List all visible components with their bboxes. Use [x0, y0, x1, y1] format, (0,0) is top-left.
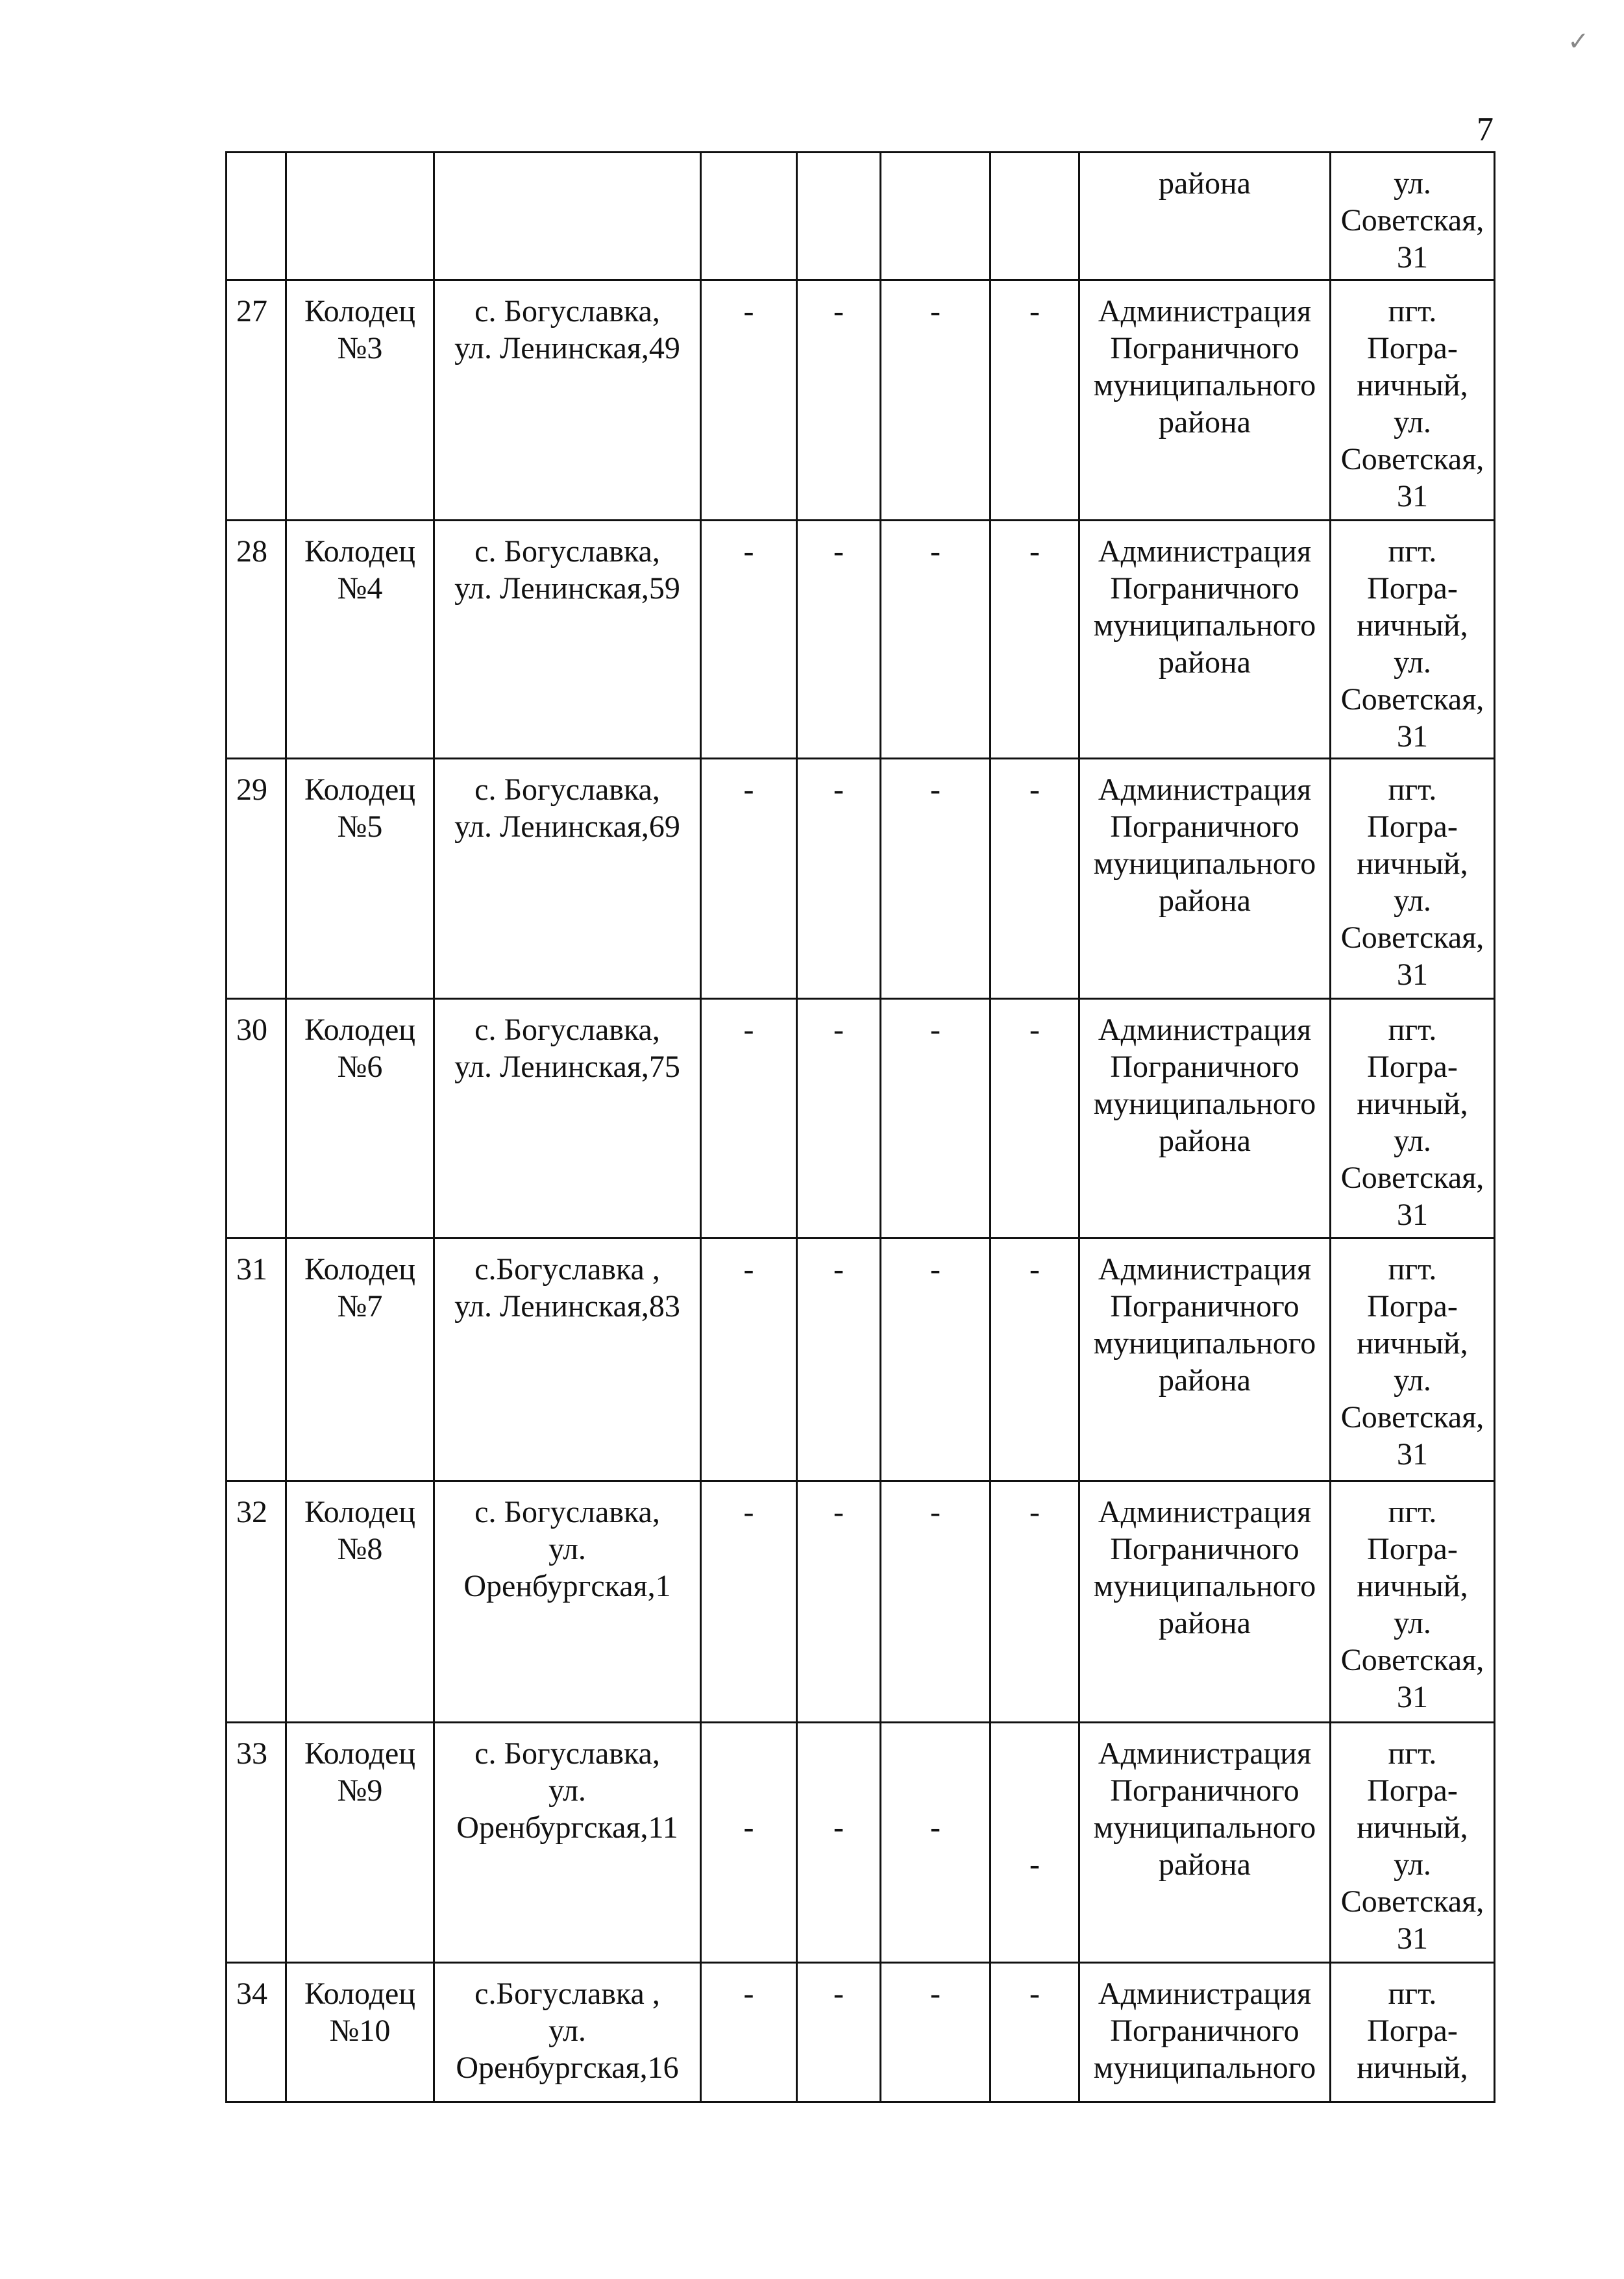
row-number: 33: [227, 1723, 286, 1963]
table-row: [227, 1481, 1495, 1723]
table-row: [227, 1723, 1495, 1963]
well-address: с. Богуславка, ул. Ленинская,75: [434, 999, 701, 1238]
well-address: с.Богуславка , ул. Ленинская,83: [434, 1238, 701, 1481]
empty-value-dash: -: [990, 521, 1079, 759]
table-row: [227, 153, 1495, 280]
well-name: [286, 153, 434, 280]
owner-address: пгт. Погра- ничный,: [1331, 1963, 1495, 2102]
empty-value-dash: -: [701, 1963, 797, 2102]
empty-value-dash: -: [701, 759, 797, 999]
empty-value-dash: -: [797, 280, 881, 521]
well-name: Колодец №7: [286, 1238, 434, 1481]
row-number: 28: [227, 521, 286, 759]
well-name: Колодец №3: [286, 280, 434, 521]
owner-name: Администрация Пограничного муниципального: [1079, 1963, 1331, 2102]
owner-address: пгт. Погра- ничный, ул. Советская, 31: [1331, 759, 1495, 999]
well-name: Колодец №5: [286, 759, 434, 999]
owner-name: Администрация Пограничного муниципального района: [1079, 1481, 1331, 1723]
empty-value-dash: -: [881, 1238, 990, 1481]
pen-mark: ✓: [1568, 27, 1590, 56]
well-address: [434, 153, 701, 280]
well-name: Колодец №6: [286, 999, 434, 1238]
empty-value-dash: -: [881, 1963, 990, 2102]
empty-value-dash: -: [701, 999, 797, 1238]
row-number: 31: [227, 1238, 286, 1481]
empty-value-dash: -: [797, 1963, 881, 2102]
empty-value-dash: -: [990, 999, 1079, 1238]
empty-value-dash: -: [797, 521, 881, 759]
row-number: 27: [227, 280, 286, 521]
empty-value-dash: -: [701, 521, 797, 759]
empty-value-dash: -: [701, 1238, 797, 1481]
empty-value-dash: -: [797, 1481, 881, 1723]
row-number: 30: [227, 999, 286, 1238]
empty-value-dash: [881, 153, 990, 280]
well-name: Колодец №9: [286, 1723, 434, 1963]
empty-value-dash: -: [797, 1238, 881, 1481]
empty-value-dash: [701, 153, 797, 280]
empty-value-dash: -: [990, 1723, 1079, 1963]
row-number: 32: [227, 1481, 286, 1723]
table-row: [227, 280, 1495, 521]
well-address: с. Богуславка, ул. Ленинская,59: [434, 521, 701, 759]
well-address: с. Богуславка, ул. Оренбургская,1: [434, 1481, 701, 1723]
empty-value-dash: -: [881, 759, 990, 999]
empty-value-dash: -: [797, 759, 881, 999]
empty-value-dash: -: [990, 1238, 1079, 1481]
owner-address: пгт. Погра- ничный, ул. Советская, 31: [1331, 1723, 1495, 1963]
wells-table: [225, 151, 1495, 2103]
well-address: с. Богуславка, ул. Ленинская,49: [434, 280, 701, 521]
row-number: 29: [227, 759, 286, 999]
empty-value-dash: -: [990, 1963, 1079, 2102]
well-address: с.Богуславка , ул. Оренбургская,16: [434, 1963, 701, 2102]
owner-name: Администрация Пограничного муниципального района: [1079, 280, 1331, 521]
table-row: [227, 521, 1495, 759]
owner-address: ул. Советская, 31: [1331, 153, 1495, 280]
well-name: Колодец №10: [286, 1963, 434, 2102]
empty-value-dash: -: [797, 999, 881, 1238]
empty-value-dash: -: [990, 759, 1079, 999]
table-row: [227, 1238, 1495, 1481]
empty-value-dash: -: [701, 1723, 797, 1963]
page-number: 7: [1477, 111, 1494, 148]
owner-address: пгт. Погра- ничный, ул. Советская, 31: [1331, 1481, 1495, 1723]
owner-name: района: [1079, 153, 1331, 280]
table-row: [227, 759, 1495, 999]
empty-value-dash: -: [881, 521, 990, 759]
empty-value-dash: [797, 153, 881, 280]
owner-name: Администрация Пограничного муниципального района: [1079, 521, 1331, 759]
empty-value-dash: -: [797, 1723, 881, 1963]
well-name: Колодец №8: [286, 1481, 434, 1723]
table-row: [227, 999, 1495, 1238]
owner-address: пгт. Погра- ничный, ул. Советская, 31: [1331, 521, 1495, 759]
empty-value-dash: [990, 153, 1079, 280]
table-row: [227, 1963, 1495, 2102]
owner-name: Администрация Пограничного муниципального района: [1079, 759, 1331, 999]
well-name: Колодец №4: [286, 521, 434, 759]
empty-value-dash: -: [990, 280, 1079, 521]
row-number: 34: [227, 1963, 286, 2102]
empty-value-dash: -: [701, 280, 797, 521]
empty-value-dash: -: [701, 1481, 797, 1723]
empty-value-dash: -: [881, 1723, 990, 1963]
empty-value-dash: -: [881, 999, 990, 1238]
empty-value-dash: -: [881, 1481, 990, 1723]
well-address: с. Богуславка, ул. Оренбургская,11: [434, 1723, 701, 1963]
empty-value-dash: -: [990, 1481, 1079, 1723]
empty-value-dash: -: [881, 280, 990, 521]
owner-name: Администрация Пограничного муниципального района: [1079, 1723, 1331, 1963]
owner-address: пгт. Погра- ничный, ул. Советская, 31: [1331, 999, 1495, 1238]
well-address: с. Богуславка, ул. Ленинская,69: [434, 759, 701, 999]
owner-address: пгт. Погра- ничный, ул. Советская, 31: [1331, 1238, 1495, 1481]
owner-name: Администрация Пограничного муниципального района: [1079, 999, 1331, 1238]
owner-name: Администрация Пограничного муниципального района: [1079, 1238, 1331, 1481]
owner-address: пгт. Погра- ничный, ул. Советская, 31: [1331, 280, 1495, 521]
row-number: [227, 153, 286, 280]
